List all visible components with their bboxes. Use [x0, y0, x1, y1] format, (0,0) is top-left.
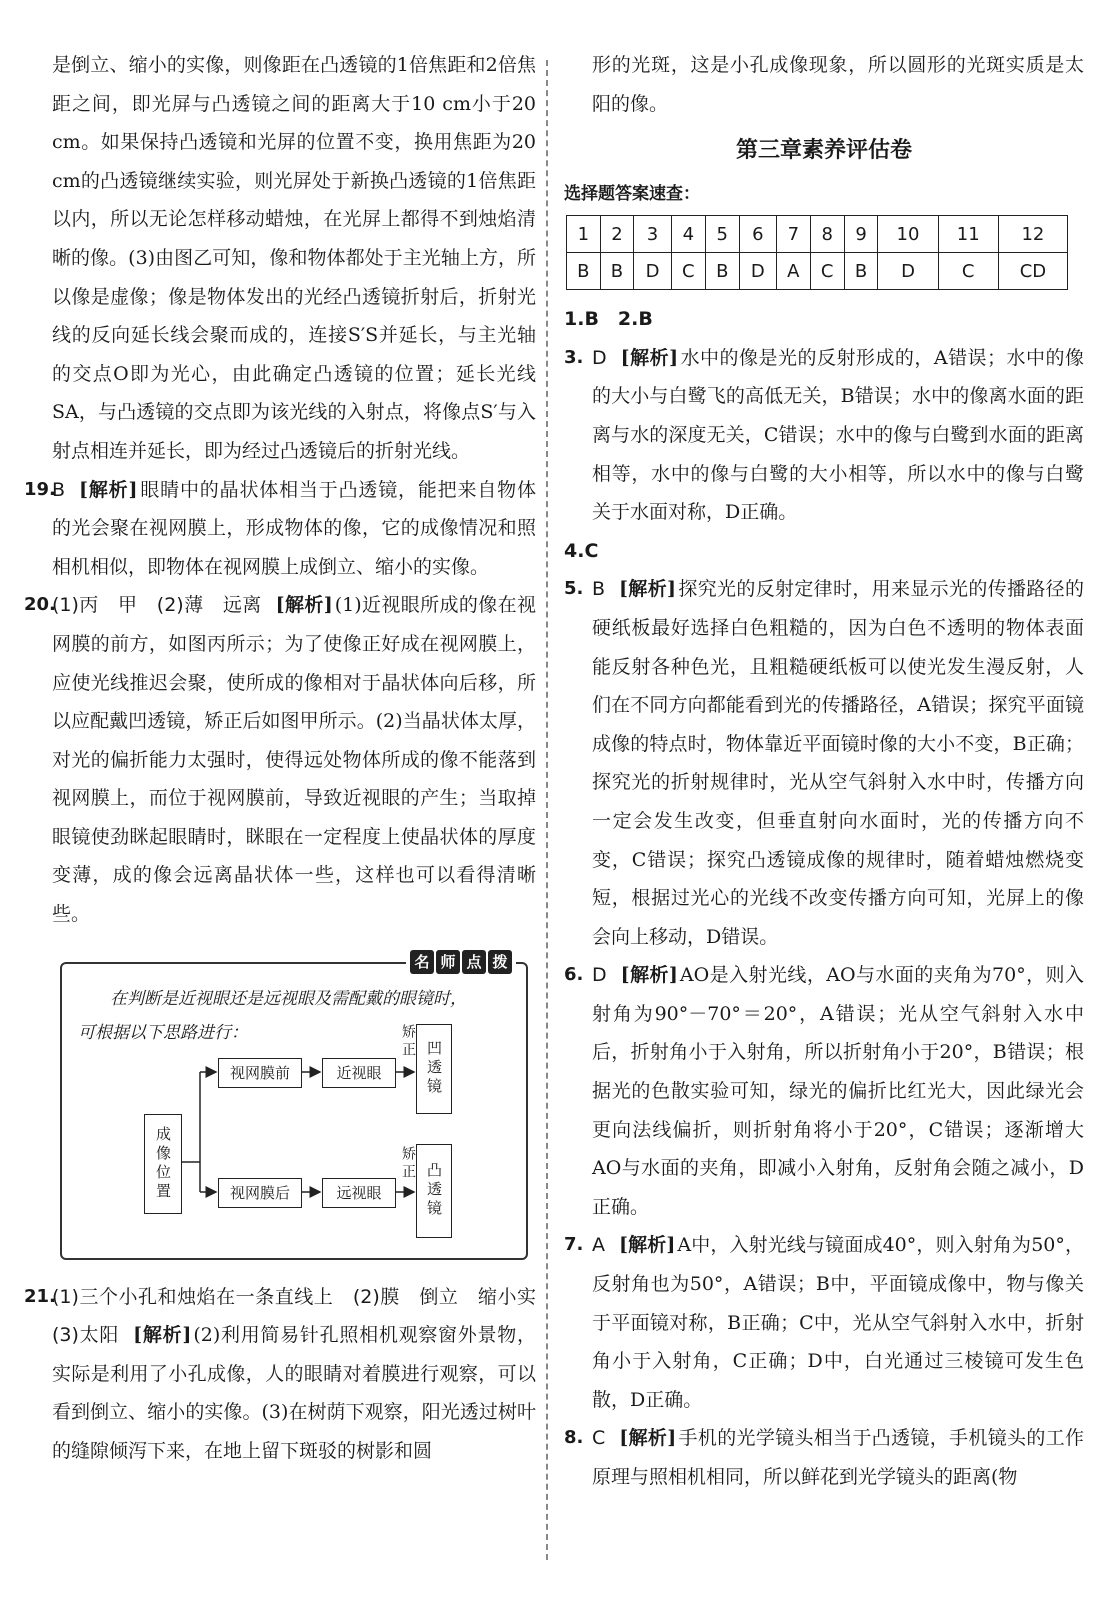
question-8	[564, 1419, 1084, 1496]
question-5	[564, 570, 1084, 956]
flowchart-connectors	[62, 964, 532, 1258]
analysis-text: AO是入射光线，AO与水面的夹角为70°，则入射角为90°－70°＝20°，A错误；光从空气斜射入水中后，折射角小于入射角，所以折射角小于20°，B错误；根据光的色散实验可知，绿光的偏折比红光大，因此绿光会更向法线偏折，则折射角将小于20°，C错误；逐渐增大AO与水面的夹角，即减小入射角，反射角会随之减小，D正确。	[592, 964, 1084, 1218]
right-column	[564, 46, 1084, 1497]
analysis-tag: [解析]	[620, 346, 679, 369]
analysis-tag: [解析]	[619, 1234, 676, 1257]
answer: B	[52, 478, 66, 501]
column-divider	[546, 60, 548, 1560]
analysis-text: (2)利用简易针孔照相机观察窗外景物，实际是利用了小孔成像，人的眼睛对着膜进行观察，可以看到倒立、缩小的实像。(3)在树荫下观察，阳光透过树叶的缝隙倾泻下来，在地上留下斑驳的树影和圆	[52, 1324, 536, 1463]
badge-char: 拨	[488, 950, 512, 974]
flow-convex-lens-box: 凸透镜	[416, 1144, 452, 1238]
answer: A	[592, 1234, 605, 1257]
flow-bottom-correct-label: 矫正	[400, 1145, 416, 1182]
tip-line-2: 可根据以下思路进行：	[78, 1022, 248, 1043]
teacher-tip-box	[60, 952, 528, 1260]
flow-hyperopia-box: 远视眼	[322, 1178, 396, 1208]
answer: B	[592, 578, 606, 601]
flow-bottom-position-box: 视网膜后	[218, 1178, 302, 1208]
table-cell: 6	[739, 216, 776, 253]
table-cell: B	[600, 253, 634, 290]
answer: D	[592, 964, 607, 987]
answer-table-answer-row	[567, 253, 1068, 290]
question-number: 7.	[564, 1234, 584, 1256]
analysis-text: 眼睛中的晶状体相当于凸透镜，能把来自物体的光会聚在视网膜上，形成物体的像，它的成像情况和照相机相似，即物体在视网膜上成倒立、缩小的实像。	[52, 478, 536, 578]
table-cell: B	[705, 253, 739, 290]
analysis-tag: [解析]	[619, 1427, 677, 1450]
question-7	[564, 1226, 1084, 1419]
questions-1-2: 1.B 2.B	[564, 308, 653, 331]
table-cell: 11	[938, 216, 998, 253]
table-cell: 1	[567, 216, 601, 253]
table-cell: B	[844, 253, 878, 290]
table-cell: 5	[705, 216, 739, 253]
question-21	[24, 1278, 556, 1471]
question-number: 5.	[564, 578, 584, 600]
analysis-text: 手机的光学镜头相当于凸透镜，手机镜头的工作原理与照相机相同，所以鲜花到光学镜头的距离(物	[592, 1427, 1084, 1488]
table-cell: 12	[998, 216, 1067, 253]
flow-top-correct-label: 矫正	[400, 1023, 416, 1060]
question-number: 20.	[24, 594, 56, 616]
table-cell: CD	[998, 253, 1067, 290]
tip-line-1: 在判断是近视眼还是远视眼及需配戴的眼镜时，	[110, 988, 467, 1009]
left-column	[24, 46, 556, 1471]
flow-concave-lens-box: 凹透镜	[416, 1024, 452, 1114]
table-cell: D	[878, 253, 938, 290]
table-cell: 10	[878, 216, 938, 253]
table-cell: D	[634, 253, 671, 290]
analysis-text: 水中的像是光的反射形成的，A错误；水中的像的大小与白鹭飞的高低无关，B错误；水中的像离水面的距离与水的深度无关，C错误；水中的像与白鹭到水面的距离相等，水中的像与白鹭的大小相等，所以水中的像与白鹭关于水面对称，D正确。	[592, 346, 1084, 524]
badge-char: 名	[410, 950, 434, 974]
question-19	[24, 471, 536, 587]
flow-root-box: 成像位置	[144, 1114, 182, 1214]
table-cell: A	[777, 253, 811, 290]
table-cell: 2	[600, 216, 634, 253]
q18-continued-text: 是倒立、缩小的实像，则像距在凸透镜的1倍焦距和2倍焦距之间，即光屏与凸透镜之间的距离大于10 cm小于20 cm。如果保持凸透镜和光屏的位置不变，换用焦距为20 cm的凸透镜继续实验，则光屏处于新换凸透镜的1倍焦距以内，所以无论怎样移动蜡烛，在光屏上都得不到烛焰清晰的像。(3)由图乙可知，像和物体都处于主光轴上方，所以像是虚像；像是物体发出的光经凸透镜折射后，折射光线的反向延长线会聚而成的，连接S′S并延长，与主光轴的交点O即为光心，由此确定凸透镜的位置；延长光线SA，与凸透镜的交点即为该光线的入射点，将像点S′与入射点相连并延长，即为经过凸透镜后的折射光线。	[52, 54, 536, 462]
question-3	[564, 339, 1084, 532]
table-cell: C	[810, 253, 844, 290]
table-cell: B	[567, 253, 601, 290]
analysis-tag: [解析]	[79, 478, 138, 501]
answer-table-number-row	[567, 216, 1068, 253]
table-cell: 9	[844, 216, 878, 253]
eye-flowchart	[62, 964, 532, 1258]
flow-top-position-box: 视网膜前	[218, 1058, 302, 1088]
analysis-tag: [解析]	[275, 594, 333, 617]
badge-char: 点	[462, 950, 486, 974]
quick-answer-label: 选择题答案速查：	[564, 184, 700, 205]
table-cell: 4	[671, 216, 705, 253]
analysis-tag: [解析]	[133, 1324, 192, 1347]
table-cell: D	[739, 253, 776, 290]
answer: (1)丙 甲 (2)薄 远离	[52, 594, 262, 617]
table-cell: 3	[634, 216, 671, 253]
table-cell: 8	[810, 216, 844, 253]
analysis-text: A中，入射光线与镜面成40°，则入射角为50°，反射角也为50°，A错误；B中，平面镜成像中，物与像关于平面镜对称，B正确；C中，光从空气斜射入水中，折射角小于入射角，C正确；D中，白光通过三棱镜可发生色散，D正确。	[592, 1234, 1085, 1411]
answer: C	[592, 1427, 606, 1450]
analysis-text: (1)近视眼所成的像在视网膜的前方，如图丙所示；为了使像正好成在视网膜上，应使光线推迟会聚，使所成的像相对于晶状体向后移，所以应配戴凹透镜，矫正后如图甲所示。(2)当晶状体太厚，对光的偏折能力太强时，使得远处物体所成的像不能落到视网膜上，而位于视网膜前，导致近视眼的产生；当取掉眼镜使劲眯起眼睛时，眯眼在一定程度上使晶状体的厚度变薄，成的像会远离晶状体一些，这样也可以看得清晰些。	[52, 594, 536, 926]
analysis-text: 探究光的反射定律时，用来显示光的传播路径的硬纸板最好选择白色粗糙的，因为白色不透明的物体表面能反射各种色光，且粗糙硬纸板可以使光发生漫反射，人们在不同方向都能看到光的传播路径，A错误；探究平面镜成像的特点时，物体靠近平面镜时像的大小不变，B正确；探究光的折射规律时，光从空气斜射入水中时，传播方向一定会发生改变，但垂直射向水面时，光的传播方向不变，C错误；探究凸透镜成像的规律时，随着蜡烛燃烧变短，根据过光心的光线不改变传播方向可知，光屏上的像会向上移动，D错误。	[592, 578, 1084, 948]
table-cell: 7	[777, 216, 811, 253]
question-number: 3.	[564, 346, 584, 368]
question-number: 6.	[564, 964, 584, 986]
analysis-tag: [解析]	[620, 964, 678, 987]
table-cell: C	[671, 253, 705, 290]
question-4: 4.C	[564, 539, 599, 562]
question-6	[564, 956, 1084, 1226]
answer: (1)三个小孔和烛焰在一条直线上 (2)膜 倒立 缩小实 (3)太阳	[52, 1285, 556, 1347]
question-number: 19.	[24, 478, 56, 500]
badge-char: 师	[436, 950, 460, 974]
analysis-tag: [解析]	[619, 578, 677, 601]
answer-key-table	[566, 215, 1068, 290]
answer: D	[592, 346, 607, 369]
q21-continued-text: 形的光斑，这是小孔成像现象，所以圆形的光斑实质是太阳的像。	[592, 54, 1084, 115]
flow-myopia-box: 近视眼	[322, 1058, 396, 1088]
question-number: 21.	[24, 1285, 56, 1307]
question-number: 8.	[564, 1427, 584, 1449]
table-cell: C	[938, 253, 998, 290]
chapter-title: 第三章素养评估卷	[735, 138, 912, 164]
question-20	[24, 586, 536, 933]
